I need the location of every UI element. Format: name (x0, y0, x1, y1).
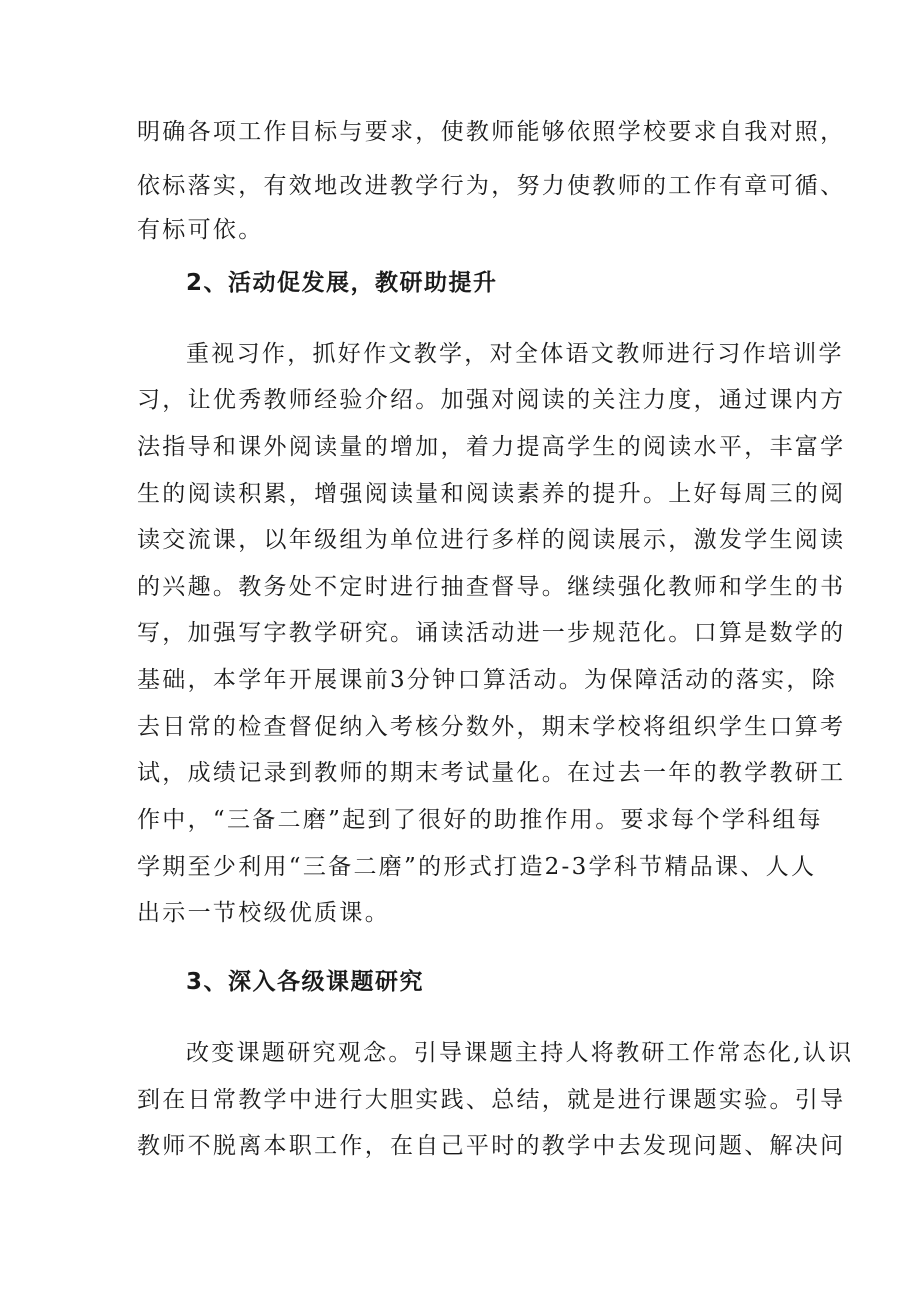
paragraph-line: 出示一节校级优质课。 (137, 900, 390, 926)
paragraph-line: 试，成绩记录到教师的期末考试量化。在过去一年的教学教研工 (137, 760, 846, 786)
paragraph-line: 法指导和课外阅读量的增加，着力提高学生的阅读水平，丰富学 (137, 434, 846, 460)
paragraph-line: 明确各项工作目标与要求，使教师能够依照学校要求自我对照， (137, 119, 846, 145)
paragraph-line: 作中，“三备二磨”起到了很好的助推作用。要求每个学科组每 (137, 807, 823, 833)
section-heading: 2、活动促发展，教研助提升 (186, 270, 498, 296)
paragraph-line: 学期至少利用“三备二磨”的形式打造2-3学科节精品课、人人 (137, 854, 817, 880)
paragraph-line: 教师不脱离本职工作，在自己平时的教学中去发现问题、解决问 (137, 1133, 846, 1159)
paragraph-line: 重视习作，抓好作文教学，对全体语文教师进行习作培训学 (186, 341, 844, 367)
paragraph-line: 依标落实，有效地改进教学行为，努力使教师的工作有章可循、 (137, 173, 846, 199)
paragraph-line: 写，加强写字教学研究。诵读活动进一步规范化。口算是数学的 (137, 620, 846, 646)
paragraph-line: 读交流课，以年级组为单位进行多样的阅读展示，激发学生阅读 (137, 527, 846, 553)
paragraph-line: 到在日常教学中进行大胆实践、总结，就是进行课题实验。引导 (137, 1087, 846, 1113)
section-heading: 3、深入各级课题研究 (186, 969, 425, 995)
paragraph-line: 生的阅读积累，增强阅读量和阅读素养的提升。上好每周三的阅 (137, 481, 846, 507)
paragraph-line: 改变课题研究观念。引导课题主持人将教研工作常态化,认识 (186, 1040, 854, 1066)
paragraph-line: 习，让优秀教师经验介绍。加强对阅读的关注力度，通过课内方 (137, 387, 846, 413)
paragraph-line: 的兴趣。教务处不定时进行抽查督导。继续强化教师和学生的书 (137, 574, 846, 600)
paragraph-line: 去日常的检查督促纳入考核分数外，期末学校将组织学生口算考 (137, 714, 846, 740)
paragraph-line: 基础，本学年开展课前3分钟口算活动。为保障活动的落实，除 (137, 667, 838, 693)
paragraph-line: 有标可依。 (137, 217, 264, 243)
